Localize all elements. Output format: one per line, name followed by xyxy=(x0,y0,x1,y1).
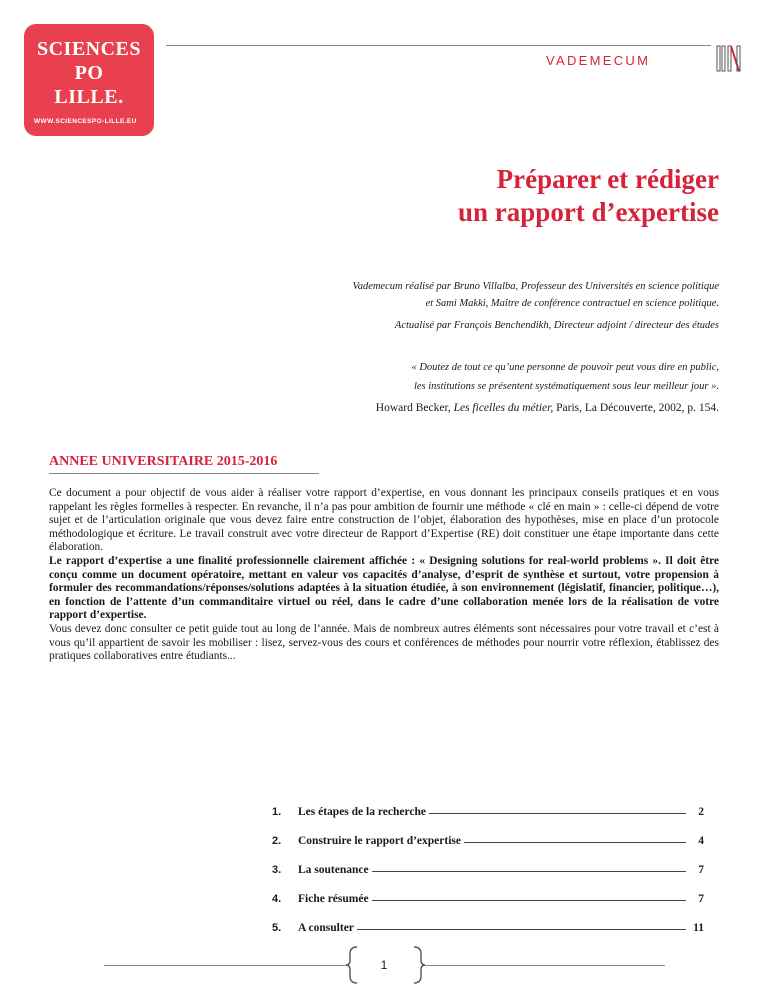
logo-line-2: PO xyxy=(74,62,104,84)
heading-underline xyxy=(49,473,319,474)
toc-number: 4. xyxy=(272,893,282,905)
epigraph-quote xyxy=(299,358,719,418)
header-rule xyxy=(166,45,711,46)
toc-entry[interactable] xyxy=(272,806,704,835)
logo-url: WWW.SCIENCESPO-LILLE.EU xyxy=(34,118,137,125)
credits-block xyxy=(299,278,719,334)
logo-line-1: SCIENCES xyxy=(36,38,142,60)
footer-rule-right xyxy=(424,965,665,966)
table-of-contents xyxy=(272,806,704,951)
toc-page: 7 xyxy=(698,893,704,905)
title-line-1: Préparer et rédiger xyxy=(496,164,719,194)
quote-line-2: les institutions se présentent systématiquement sous leur meilleur jour ». xyxy=(413,381,719,392)
title-line-2: un rapport d’expertise xyxy=(458,197,719,227)
vademecum-mark-icon xyxy=(716,45,742,73)
intro-paragraph-2: Le rapport d’expertise a une finalité professionnelle clairement affichée : « Designing solutions for real-world problems ». Il doit être conçu comme un document opératoire, mettant en valeur vos capacités d’analyse, d’esprit de synthèse et surtout, votre propension à formuler des recommandations/réponses/solutions adaptées à la situation étudiée, à son environnement (législatif, financier, politique…), en fonction de l’attente d’un commanditaire virtuel ou réel, dans le cadre d’une collaboration menée lors de la réalisation de votre rapport d’expertise. xyxy=(49,554,719,622)
credits-line-2: et Sami Makki, Maître de conférence contractuel en science politique. xyxy=(425,298,719,309)
toc-page: 4 xyxy=(698,835,704,847)
quote-publisher: Paris, La Découverte, 2002, p. 154. xyxy=(556,402,719,414)
right-brace-icon xyxy=(412,945,426,985)
footer-rule-left xyxy=(104,965,346,966)
toc-entry[interactable] xyxy=(272,893,704,922)
toc-title: Construire le rapport d’expertise xyxy=(298,835,464,847)
toc-title: Fiche résumée xyxy=(298,893,372,905)
toc-number: 5. xyxy=(272,922,282,934)
quote-work: Les ficelles du métier, xyxy=(453,402,554,414)
intro-paragraph-1: Ce document a pour objectif de vous aider à réaliser votre rapport d’expertise, en vous donnant les principaux conseils pratiques et en vous rappelant les règles formelles à respecter. En revanche, il n’a pas pour ambition de fournir une méthode « clé en main » : celle-ci dépend de votre sujet et de l’articulation originale que vous devez faire entre construction de l’objet, élaboration des hypothèses, mise en place d’un protocole méthodologique et écriture. Le travail construit avec votre directeur de Rapport d’Expertise (RE) doit constituer une étape importante dans cette élaboration. xyxy=(49,487,719,554)
quote-attribution xyxy=(299,399,719,418)
toc-title: A consulter xyxy=(298,922,357,934)
toc-page: 11 xyxy=(693,922,704,934)
logo-line-3: LILLE. xyxy=(54,86,124,108)
toc-title: Les étapes de la recherche xyxy=(298,806,429,818)
header-label: VADEMECUM xyxy=(546,53,651,68)
quote-author: Howard Becker, xyxy=(375,402,451,414)
toc-page: 2 xyxy=(698,806,704,818)
page-number: 1 xyxy=(380,958,388,972)
left-brace-icon xyxy=(345,945,359,985)
toc-entry[interactable] xyxy=(272,922,704,951)
academic-year-heading: ANNEE UNIVERSITAIRE 2015-2016 xyxy=(49,454,278,469)
sciences-po-lille-logo xyxy=(24,24,154,136)
toc-number: 2. xyxy=(272,835,282,847)
toc-number: 1. xyxy=(272,806,282,818)
intro-paragraph-3: Vous devez donc consulter ce petit guide tout au long de l’année. Mais de nombreux autres éléments sont nécessaires pour votre travail et c’est à vous qu’il appartient de savoir les mobiliser : lisez, servez-vous des cours et conférences de méthodes pour nourrir votre réflexion, établissez des pratiques collaboratives entre étudiants... xyxy=(49,622,719,663)
document-title xyxy=(458,163,719,229)
credits-line-1: Vademecum réalisé par Bruno Villalba, Professeur des Universités en science politique xyxy=(352,281,719,292)
toc-number: 3. xyxy=(272,864,282,876)
intro-body xyxy=(49,487,719,664)
quote-line-1: « Doutez de tout ce qu’une personne de pouvoir peut vous dire en public, xyxy=(411,362,719,373)
credits-updated: Actualisé par François Benchendikh, Directeur adjoint / directeur des études xyxy=(394,320,719,331)
toc-page: 7 xyxy=(698,864,704,876)
toc-entry[interactable] xyxy=(272,864,704,893)
toc-title: La soutenance xyxy=(298,864,372,876)
toc-entry[interactable] xyxy=(272,835,704,864)
